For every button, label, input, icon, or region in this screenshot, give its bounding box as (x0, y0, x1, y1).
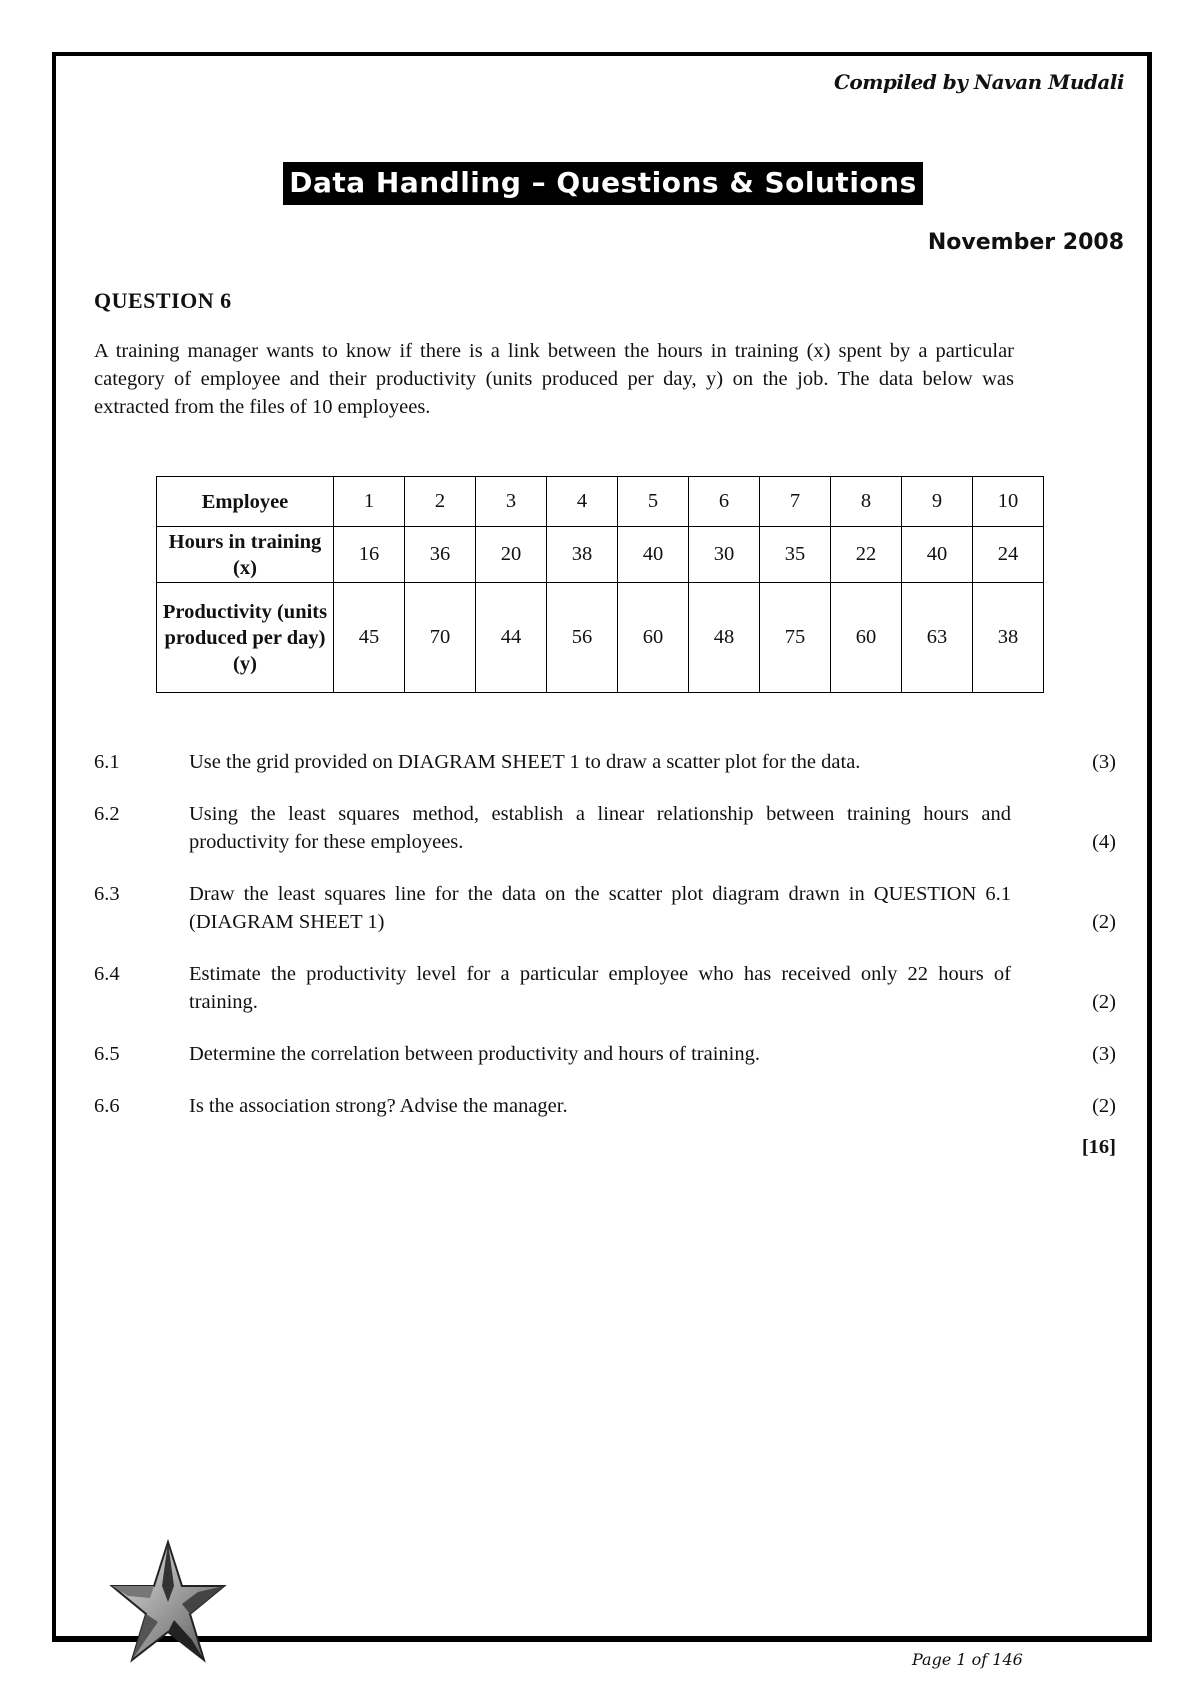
employee-cell: 9 (902, 477, 973, 527)
marks-value: (2) (1092, 1095, 1116, 1117)
productivity-cell: 56 (547, 583, 618, 693)
subquestion-item (94, 1040, 1116, 1068)
subquestion-item (94, 748, 1116, 776)
hours-cell: 20 (476, 527, 547, 583)
row-label-productivity: Productivity (units produced per day) (y) (157, 583, 334, 693)
subquestion-marks (1011, 800, 1116, 856)
productivity-cell: 38 (973, 583, 1044, 693)
subquestion-marks (1011, 1040, 1116, 1068)
subquestion-number: 6.3 (94, 883, 120, 905)
employee-cell: 4 (547, 477, 618, 527)
hours-cell: 30 (689, 527, 760, 583)
total-marks: [16] (1081, 1136, 1116, 1158)
data-table (156, 476, 1044, 693)
subquestion-item (94, 960, 1116, 1016)
hours-cell: 36 (405, 527, 476, 583)
employee-cell: 10 (973, 477, 1044, 527)
employee-cell: 3 (476, 477, 547, 527)
subquestion-number: 6.2 (94, 803, 120, 825)
subquestion-number: 6.5 (94, 1043, 120, 1065)
employee-cell: 6 (689, 477, 760, 527)
marks-value: (3) (1092, 751, 1116, 773)
productivity-cell: 45 (334, 583, 405, 693)
productivity-cell: 70 (405, 583, 476, 693)
hours-cell: 38 (547, 527, 618, 583)
employee-cell: 1 (334, 477, 405, 527)
marks-value: (2) (1092, 991, 1116, 1013)
subquestion-item (94, 880, 1116, 936)
hours-cell: 24 (973, 527, 1044, 583)
marks-value: (3) (1092, 1043, 1116, 1065)
exam-date: November 2008 (927, 230, 1124, 255)
hours-cell: 22 (831, 527, 902, 583)
subquestion-marks (1011, 960, 1116, 1016)
productivity-cell: 63 (902, 583, 973, 693)
subquestion-item (94, 1092, 1116, 1120)
hours-cell: 16 (334, 527, 405, 583)
subquestion-marks (1011, 880, 1116, 936)
subquestion-text: Using the least squares method, establish a linear relationship between training hours and productivity for these employees. (189, 803, 1011, 853)
page-number: Page 1 of 146 (912, 1650, 1023, 1669)
productivity-cell: 60 (831, 583, 902, 693)
employee-cell: 5 (618, 477, 689, 527)
subquestion-list (94, 748, 1116, 1144)
star-logo-icon (108, 1538, 228, 1668)
question-heading: QUESTION 6 (94, 288, 232, 313)
question-intro: A training manager wants to know if there is a link between the hours in training (x) spent by a particular category of employee and their productivity (units produced per day, y) on the job. The data below was extracted from the files of 10 employees. (94, 340, 1014, 418)
marks-value: (2) (1092, 911, 1116, 933)
hours-cell: 40 (618, 527, 689, 583)
productivity-cell: 75 (760, 583, 831, 693)
title-container (0, 162, 1200, 205)
subquestion-text: Use the grid provided on DIAGRAM SHEET 1 to draw a scatter plot for the data. (189, 751, 861, 773)
employee-cell: 2 (405, 477, 476, 527)
subquestion-text: Is the association strong? Advise the manager. (189, 1095, 568, 1117)
document-title: Data Handling – Questions & Solutions (283, 162, 923, 205)
subquestion-text: Draw the least squares line for the data on the scatter plot diagram drawn in QUESTION 6.1 (DIAGRAM SHEET 1) (189, 883, 1011, 933)
hours-cell: 40 (902, 527, 973, 583)
subquestion-item (94, 800, 1116, 856)
employee-cell: 7 (760, 477, 831, 527)
employee-cell: 8 (831, 477, 902, 527)
subquestion-number: 6.6 (94, 1095, 120, 1117)
hours-cell: 35 (760, 527, 831, 583)
subquestion-number: 6.1 (94, 751, 120, 773)
row-label-hours: Hours in training (x) (157, 527, 334, 583)
compiled-by-credit: Compiled by Navan Mudali (834, 70, 1124, 94)
subquestion-marks (1011, 1092, 1116, 1120)
subquestion-number: 6.4 (94, 963, 120, 985)
subquestion-marks (1011, 748, 1116, 776)
row-label-employee: Employee (157, 477, 334, 527)
subquestion-text: Estimate the productivity level for a particular employee who has received only 22 hours of training. (189, 963, 1011, 1013)
marks-value: (4) (1092, 831, 1116, 853)
productivity-cell: 60 (618, 583, 689, 693)
table-row-hours (157, 527, 1044, 583)
subquestion-text: Determine the correlation between productivity and hours of training. (189, 1043, 760, 1065)
productivity-cell: 48 (689, 583, 760, 693)
table-row-productivity (157, 583, 1044, 693)
productivity-cell: 44 (476, 583, 547, 693)
table-row-employee (157, 477, 1044, 527)
